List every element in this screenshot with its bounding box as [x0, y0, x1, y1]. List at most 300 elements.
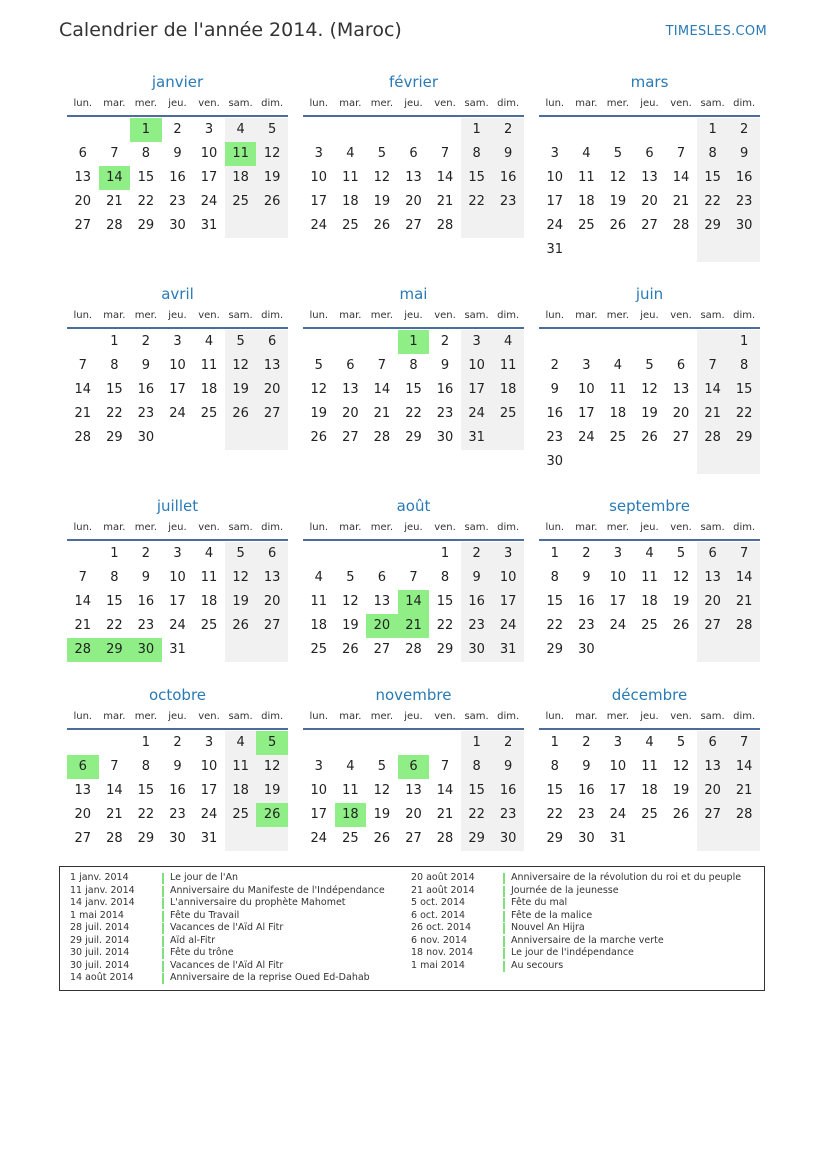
day-cell: 9 [440, 358, 450, 373]
legend-marker [162, 886, 164, 897]
weekday-header [303, 305, 524, 329]
empty-cell [665, 238, 697, 262]
day-cell: 23 [492, 803, 524, 827]
legend-date: 14 août 2014 [70, 972, 134, 983]
weekday-label: mar. [575, 711, 598, 722]
weekday-label: mer. [606, 522, 630, 533]
day-cell: 29 [436, 642, 454, 657]
legend-row [70, 960, 385, 973]
day-cell: 9 [173, 759, 182, 774]
day-cell: 16 [578, 594, 595, 609]
empty-cell [225, 827, 257, 851]
empty-cell [571, 330, 603, 354]
day-cell: 5 [256, 731, 288, 755]
day-cell: 4 [613, 358, 623, 373]
day-cell: 2 [173, 735, 182, 750]
month-name: octobre [148, 686, 207, 704]
day-cell: 11 [609, 382, 627, 397]
legend-row [411, 960, 741, 973]
day-cell: 1 [130, 118, 162, 142]
month-block [303, 71, 524, 238]
weekday-label: dim. [497, 98, 520, 109]
day-cell: 3 [314, 759, 323, 774]
day-cell: 22 [546, 618, 564, 633]
empty-cell [366, 731, 398, 755]
day-cell: 3 [550, 146, 559, 161]
day-cell: 29 [137, 831, 155, 846]
day-cell: 28 [436, 831, 454, 846]
day-cell: 5 [256, 118, 288, 142]
day-cell: 16 [578, 783, 595, 798]
day-cell: 23 [137, 618, 155, 633]
day-cell: 29 [99, 638, 131, 662]
day-cell: 28 [74, 430, 92, 445]
day-cell: 9 [582, 570, 591, 585]
day-cell: 7 [78, 570, 87, 585]
day-cell: 11 [342, 170, 359, 185]
empty-cell [67, 330, 99, 354]
day-cell: 8 [550, 570, 559, 585]
day-cell: 7 [440, 146, 450, 161]
empty-cell [335, 542, 367, 566]
day-cell: 9 [173, 146, 182, 161]
day-cell: 9 [461, 566, 493, 590]
empty-cell [303, 330, 335, 354]
day-cell: 21 [74, 406, 92, 421]
legend-marker [503, 936, 505, 947]
weekday-label: lun. [545, 98, 565, 109]
legend-row [70, 885, 385, 898]
legend-marker [162, 873, 164, 884]
day-cell: 30 [436, 430, 454, 445]
day-cell: 6 [67, 755, 99, 779]
day-cell: 14 [74, 594, 92, 609]
day-cell: 8 [697, 142, 729, 166]
day-cell: 27 [641, 218, 658, 233]
day-cell: 20 [641, 194, 658, 209]
day-cell: 23 [578, 807, 595, 822]
weekday-label: jeu. [640, 310, 659, 321]
day-cell: 18 [492, 378, 524, 402]
day-cell: 13 [74, 783, 92, 798]
day-cell: 7 [440, 759, 450, 774]
day-cell: 19 [225, 378, 257, 402]
day-cell: 29 [546, 642, 564, 657]
day-cell: 10 [169, 570, 186, 585]
empty-cell [256, 214, 288, 238]
day-cell: 22 [106, 406, 123, 421]
day-cell: 17 [461, 378, 493, 402]
day-cell: 27 [256, 614, 288, 638]
weekday-label: mer. [134, 98, 158, 109]
day-cell: 28 [697, 426, 729, 450]
day-cell: 14 [436, 783, 454, 798]
day-cell: 12 [641, 382, 658, 397]
weekday-label: jeu. [640, 711, 659, 722]
weekday-label: ven. [434, 310, 456, 321]
day-cell: 29 [728, 426, 760, 450]
weekday-label: jeu. [168, 310, 187, 321]
day-cell: 3 [492, 542, 524, 566]
weekday-label: sam. [228, 522, 253, 533]
day-cell: 30 [137, 430, 155, 445]
weekday-header [303, 517, 524, 541]
weekday-label: lun. [73, 98, 93, 109]
day-cell: 31 [492, 638, 524, 662]
day-cell: 22 [137, 194, 155, 209]
legend-row [411, 922, 741, 935]
day-cell: 9 [728, 142, 760, 166]
day-cell: 27 [342, 430, 359, 445]
day-cell: 26 [672, 807, 690, 822]
day-cell: 13 [256, 566, 288, 590]
day-cell: 17 [310, 194, 328, 209]
legend-marker [503, 911, 505, 922]
day-grid [539, 541, 760, 662]
day-cell: 6 [697, 731, 729, 755]
day-cell: 22 [728, 402, 760, 426]
legend-date: 14 janv. 2014 [70, 897, 135, 908]
legend-marker [162, 936, 164, 947]
weekday-label: lun. [309, 310, 329, 321]
weekday-label: mer. [134, 310, 158, 321]
weekday-label: mar. [575, 310, 598, 321]
day-cell: 14 [373, 382, 391, 397]
month-block [67, 684, 288, 851]
day-cell: 22 [697, 190, 729, 214]
legend-holiday-name: Anniversaire de la marche verte [511, 934, 664, 946]
empty-cell [429, 731, 461, 755]
day-cell: 16 [137, 594, 155, 609]
day-cell: 4 [346, 146, 355, 161]
empty-cell [256, 426, 288, 450]
day-cell: 12 [373, 170, 391, 185]
day-cell: 20 [672, 406, 690, 421]
day-cell: 31 [200, 831, 218, 846]
day-cell: 1 [110, 334, 119, 349]
day-cell: 12 [256, 142, 288, 166]
day-cell: 28 [106, 218, 123, 233]
empty-cell [571, 450, 603, 474]
day-cell: 6 [256, 542, 288, 566]
weekday-label: mer. [370, 711, 394, 722]
day-cell: 13 [74, 170, 92, 185]
day-cell: 18 [609, 406, 627, 421]
day-cell: 8 [409, 358, 418, 373]
day-cell: 13 [405, 783, 422, 798]
month-block [303, 684, 524, 851]
empty-cell [492, 426, 524, 450]
empty-cell [67, 118, 99, 142]
day-cell: 7 [78, 358, 87, 373]
day-cell: 22 [461, 803, 493, 827]
day-cell: 13 [672, 382, 690, 397]
month-name: septembre [609, 497, 690, 515]
weekday-label: mer. [134, 522, 158, 533]
day-cell: 18 [225, 779, 257, 803]
weekday-label: jeu. [404, 310, 423, 321]
day-cell: 29 [546, 831, 564, 846]
legend-date: 20 août 2014 [411, 872, 475, 883]
empty-cell [539, 118, 571, 142]
day-cell: 26 [225, 402, 257, 426]
day-cell: 27 [256, 402, 288, 426]
day-cell: 12 [256, 755, 288, 779]
day-cell: 23 [546, 430, 564, 445]
day-cell: 20 [405, 194, 422, 209]
day-cell: 19 [256, 779, 288, 803]
day-cell: 29 [106, 430, 123, 445]
day-cell: 23 [461, 614, 493, 638]
day-cell: 15 [137, 170, 155, 185]
day-cell: 3 [173, 546, 182, 561]
day-cell: 30 [169, 831, 186, 846]
weekday-label: sam. [700, 310, 725, 321]
day-cell: 27 [697, 614, 729, 638]
day-cell: 25 [641, 807, 658, 822]
day-cell: 6 [409, 146, 418, 161]
day-cell: 25 [492, 402, 524, 426]
weekday-label: mar. [339, 310, 362, 321]
weekday-label: jeu. [404, 522, 423, 533]
empty-cell [697, 238, 729, 262]
weekday-header [67, 305, 288, 329]
empty-cell [728, 638, 760, 662]
weekday-label: sam. [464, 711, 489, 722]
legend-holiday-name: Vacances de l'Aïd Al Fitr [170, 959, 284, 971]
legend-row [70, 947, 385, 960]
month-block [539, 71, 760, 262]
day-cell: 18 [200, 594, 218, 609]
legend-row [70, 872, 385, 885]
weekday-label: ven. [198, 522, 220, 533]
day-cell: 2 [461, 542, 493, 566]
weekday-label: sam. [228, 310, 253, 321]
empty-cell [366, 542, 398, 566]
day-cell: 2 [440, 334, 450, 349]
day-cell: 20 [342, 406, 359, 421]
legend-marker [503, 886, 505, 897]
weekday-header [539, 93, 760, 117]
empty-cell [665, 827, 697, 851]
day-grid [67, 117, 288, 238]
day-cell: 14 [74, 382, 92, 397]
empty-cell [335, 330, 367, 354]
weekday-label: lun. [545, 310, 565, 321]
day-cell: 25 [200, 618, 218, 633]
holiday-legend [59, 866, 765, 991]
day-cell: 6 [398, 755, 430, 779]
legend-holiday-name: Anniversaire du Manifeste de l'Indépendance [170, 884, 385, 896]
weekday-label: mar. [339, 711, 362, 722]
weekday-label: sam. [700, 711, 725, 722]
month-block [303, 495, 524, 662]
day-cell: 26 [310, 430, 328, 445]
day-cell: 19 [373, 194, 391, 209]
day-cell: 21 [697, 402, 729, 426]
day-cell: 1 [461, 118, 493, 142]
empty-cell [728, 450, 760, 474]
legend-holiday-name: Anniversaire de la révolution du roi et du peuple [511, 872, 742, 883]
legend-marker [503, 948, 505, 959]
weekday-label: mer. [370, 98, 394, 109]
day-cell: 24 [578, 430, 595, 445]
day-cell: 14 [436, 170, 454, 185]
legend-holiday-name: Fête du Travail [170, 909, 240, 921]
day-cell: 21 [398, 614, 430, 638]
day-cell: 4 [204, 546, 214, 561]
day-cell: 8 [728, 354, 760, 378]
day-cell: 26 [225, 614, 257, 638]
day-cell: 23 [578, 618, 595, 633]
day-cell: 15 [436, 594, 454, 609]
empty-cell [602, 330, 634, 354]
day-cell: 3 [314, 146, 323, 161]
day-cell: 5 [377, 759, 387, 774]
day-cell: 5 [314, 358, 323, 373]
day-cell: 6 [645, 146, 654, 161]
day-cell: 2 [582, 735, 591, 750]
day-cell: 2 [141, 334, 151, 349]
weekday-label: dim. [733, 522, 756, 533]
day-cell: 27 [405, 831, 422, 846]
empty-cell [665, 638, 697, 662]
weekday-label: jeu. [640, 522, 659, 533]
day-cell: 12 [225, 354, 257, 378]
month-name: juillet [156, 497, 199, 515]
weekday-label: dim. [497, 711, 520, 722]
day-cell: 20 [256, 590, 288, 614]
day-cell: 13 [697, 566, 729, 590]
weekday-header [303, 93, 524, 117]
day-cell: 30 [546, 454, 564, 469]
day-cell: 22 [436, 618, 454, 633]
day-cell: 1 [398, 330, 430, 354]
day-cell: 19 [225, 590, 257, 614]
empty-cell [634, 118, 666, 142]
empty-cell [67, 542, 99, 566]
day-cell: 27 [74, 831, 92, 846]
empty-cell [256, 827, 288, 851]
weekday-label: jeu. [168, 522, 187, 533]
day-cell: 28 [373, 430, 391, 445]
empty-cell [162, 426, 194, 450]
legend-date: 29 juil. 2014 [70, 934, 130, 946]
day-cell: 7 [728, 731, 760, 755]
day-grid [303, 730, 524, 851]
legend-row [411, 897, 741, 910]
weekday-label: mer. [370, 522, 394, 533]
weekday-label: mar. [103, 711, 126, 722]
empty-cell [303, 731, 335, 755]
day-cell: 23 [436, 406, 454, 421]
day-cell: 1 [728, 330, 760, 354]
day-cell: 25 [578, 218, 595, 233]
day-cell: 22 [106, 618, 123, 633]
weekday-label: sam. [700, 98, 725, 109]
day-cell: 20 [74, 807, 92, 822]
legend-row [70, 897, 385, 910]
day-cell: 10 [310, 170, 328, 185]
legend-holiday-name: Anniversaire de la reprise Oued Ed-Dahab [170, 972, 370, 983]
day-cell: 14 [99, 166, 131, 190]
month-name: février [388, 73, 439, 91]
day-cell: 10 [578, 382, 595, 397]
day-cell: 4 [582, 146, 591, 161]
day-cell: 7 [409, 570, 418, 585]
month-block [67, 71, 288, 238]
day-grid [67, 541, 288, 662]
day-cell: 16 [546, 406, 564, 421]
empty-cell [665, 118, 697, 142]
day-cell: 26 [256, 190, 288, 214]
day-cell: 4 [346, 759, 355, 774]
day-cell: 5 [613, 146, 623, 161]
day-cell: 30 [578, 642, 595, 657]
brand-link[interactable]: TIMESLES.COM [665, 24, 767, 39]
day-cell: 2 [492, 118, 524, 142]
empty-cell [697, 827, 729, 851]
legend-holiday-name: L'anniversaire du prophète Mahomet [170, 897, 346, 908]
day-cell: 8 [141, 759, 151, 774]
day-cell: 4 [225, 118, 257, 142]
day-cell: 17 [200, 783, 218, 798]
day-cell: 23 [169, 194, 186, 209]
weekday-label: dim. [733, 98, 756, 109]
weekday-label: ven. [198, 98, 220, 109]
legend-row [411, 872, 741, 885]
day-cell: 19 [256, 166, 288, 190]
day-cell: 16 [728, 166, 760, 190]
day-cell: 6 [346, 358, 355, 373]
weekday-label: jeu. [404, 98, 423, 109]
day-cell: 11 [225, 142, 257, 166]
day-cell: 17 [310, 807, 328, 822]
month-name: août [396, 497, 431, 515]
day-cell: 9 [141, 570, 151, 585]
day-cell: 14 [672, 170, 690, 185]
legend-holiday-name: Le jour de l'An [170, 872, 239, 883]
empty-cell [193, 638, 225, 662]
day-cell: 5 [645, 358, 654, 373]
day-grid [67, 329, 288, 450]
day-cell: 4 [492, 330, 524, 354]
day-cell: 26 [609, 218, 627, 233]
day-grid [303, 329, 524, 450]
weekday-label: mar. [339, 98, 362, 109]
empty-cell [67, 731, 99, 755]
day-grid [303, 117, 524, 238]
empty-cell [728, 827, 760, 851]
day-cell: 4 [314, 570, 323, 585]
empty-cell [571, 118, 603, 142]
weekday-label: ven. [670, 522, 692, 533]
day-cell: 10 [200, 146, 218, 161]
empty-cell [398, 542, 430, 566]
day-cell: 11 [225, 755, 257, 779]
day-cell: 3 [613, 735, 623, 750]
legend-marker [162, 898, 164, 909]
day-cell: 2 [141, 546, 151, 561]
day-cell: 30 [130, 638, 162, 662]
day-cell: 24 [609, 618, 627, 633]
day-cell: 28 [728, 614, 760, 638]
weekday-label: dim. [261, 98, 284, 109]
day-grid [303, 541, 524, 662]
weekday-label: lun. [73, 522, 93, 533]
page-title: Calendrier de l'année 2014. (Maroc) [59, 19, 402, 41]
empty-cell [602, 450, 634, 474]
